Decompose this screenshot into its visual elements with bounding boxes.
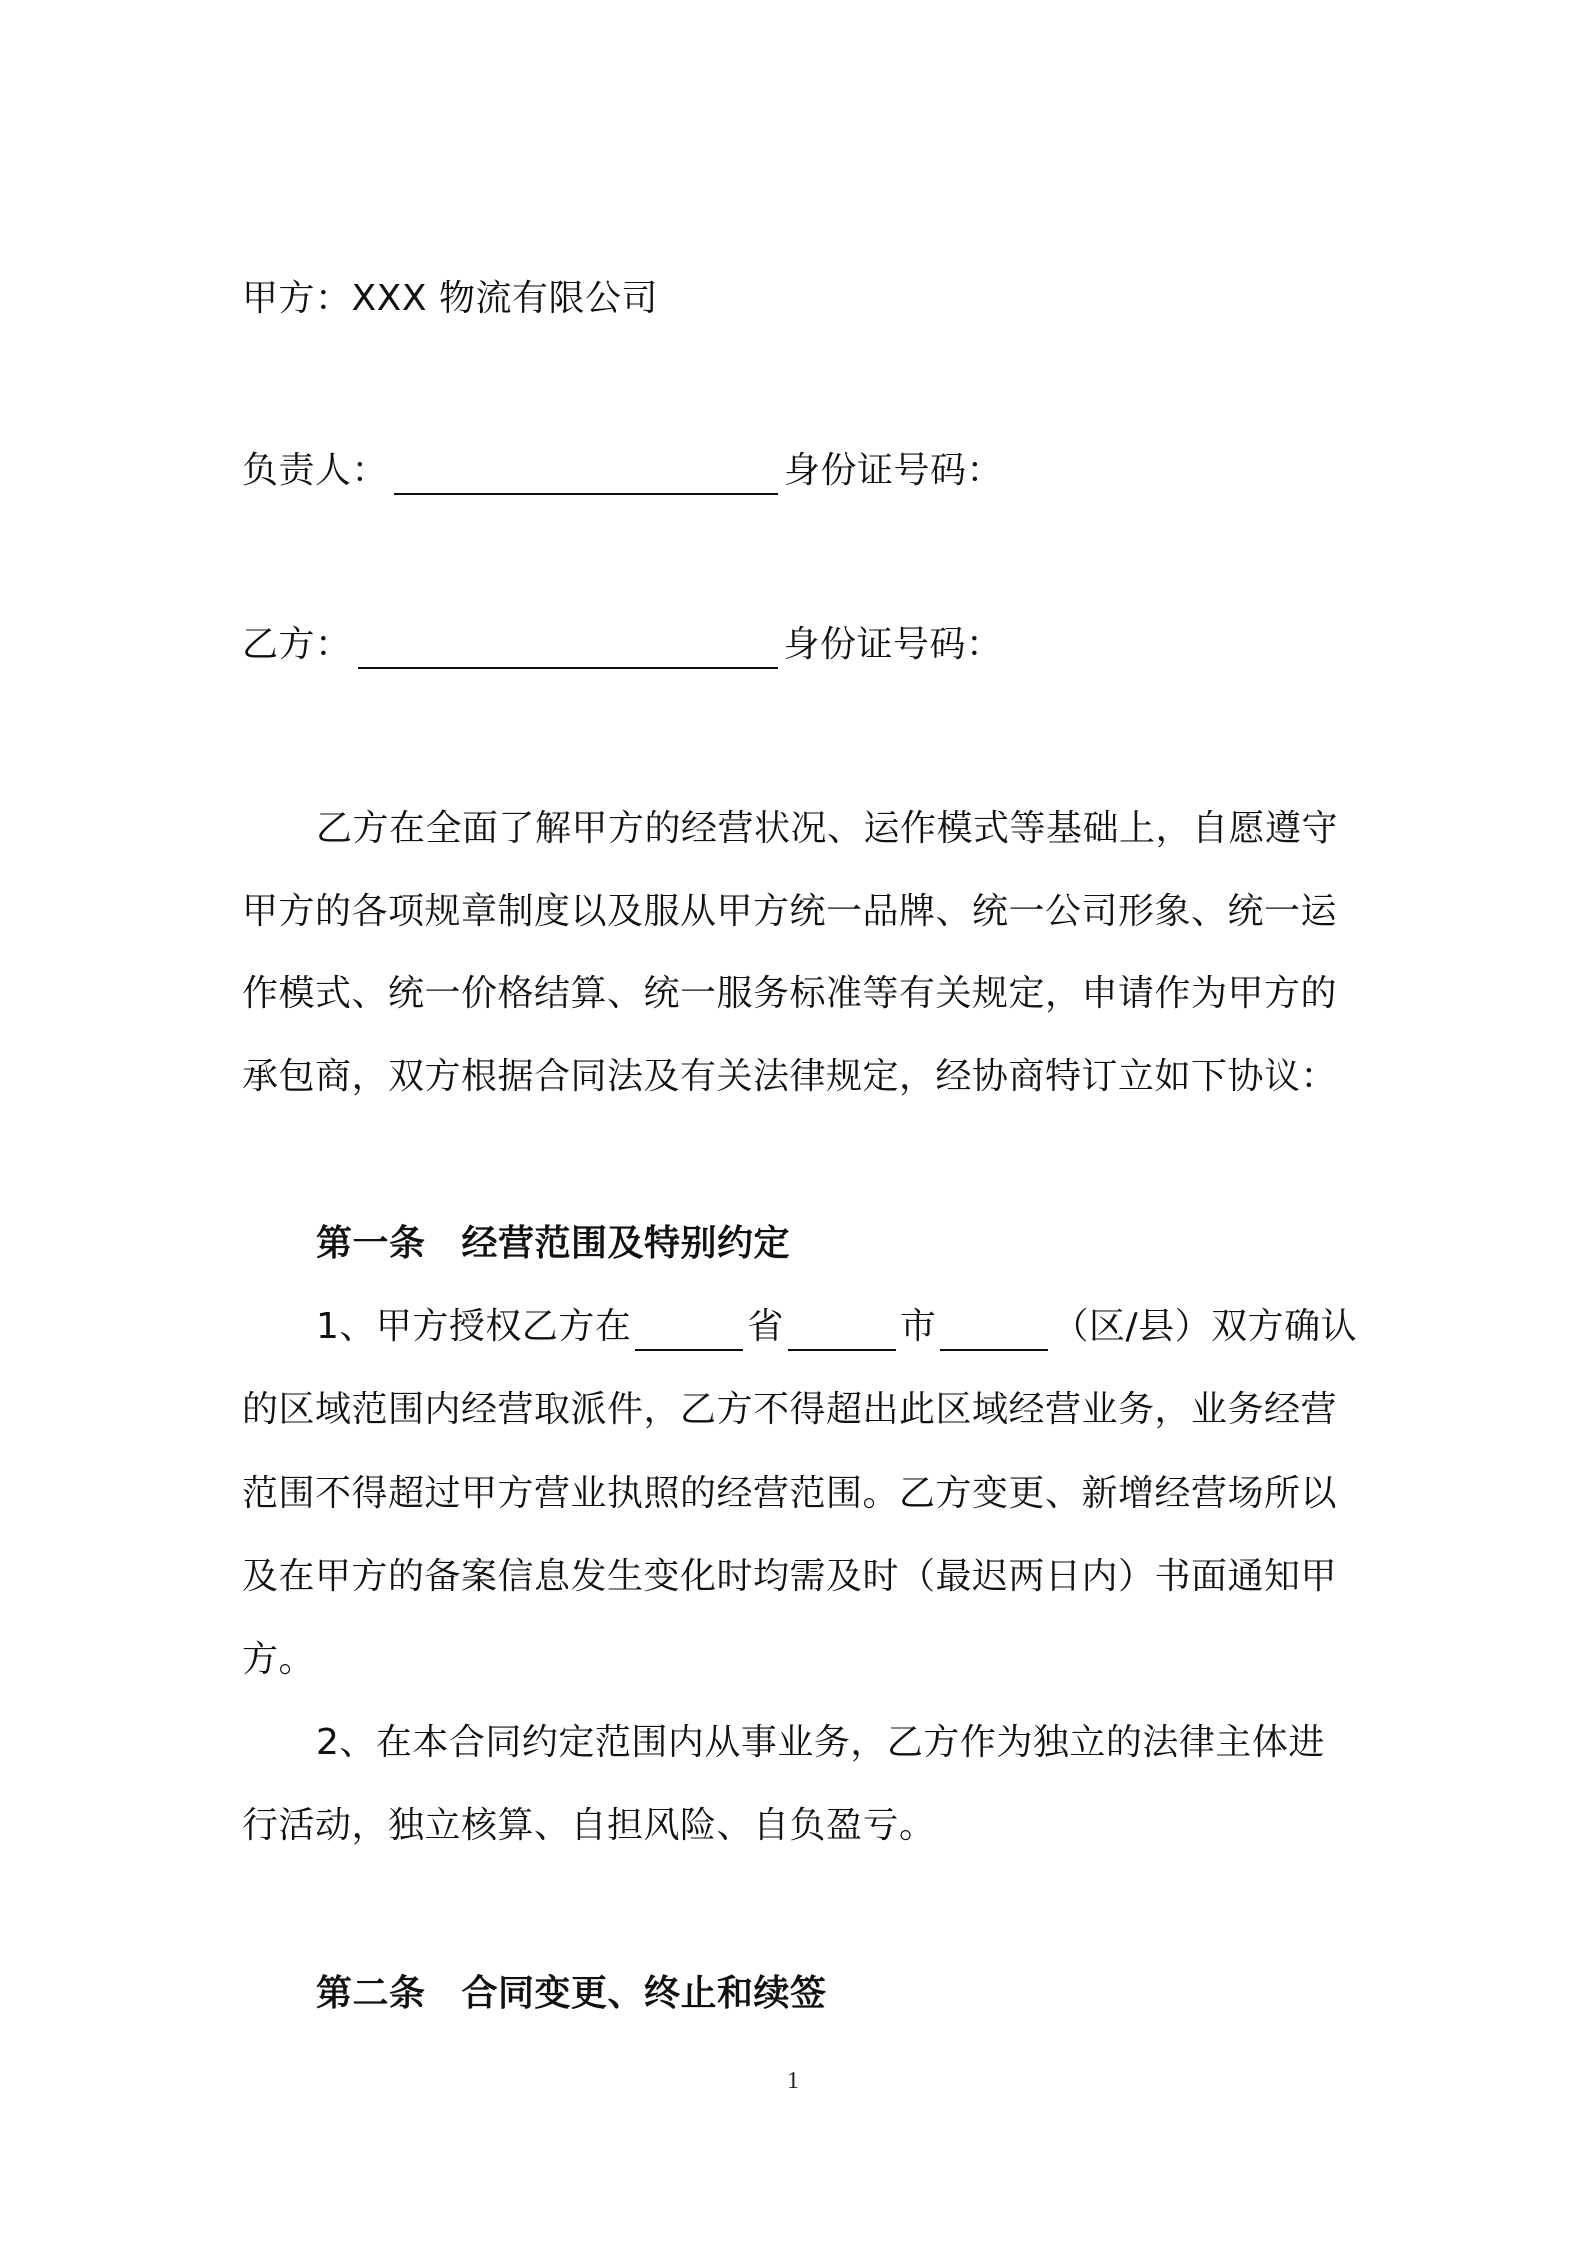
party-b-label: 乙方： xyxy=(242,624,352,665)
clause-1-line: 及在甲方的备案信息发生变化时均需及时（最迟两日内）书面通知甲 xyxy=(242,1556,1338,1597)
clause-1-line: 方。 xyxy=(242,1639,316,1680)
party-b-id-label: 身份证号码： xyxy=(783,624,1003,665)
article-2-number: 第二条 xyxy=(316,1973,426,2014)
article-1-title: 经营范围及特别约定 xyxy=(461,1223,791,1264)
party-b-line xyxy=(242,621,1003,669)
article-1-heading xyxy=(316,1220,790,1268)
clause-2-line: 行活动，独立核算、自担风险、自负盈亏。 xyxy=(242,1805,936,1846)
responsible-label: 负责人： xyxy=(242,450,389,491)
intro-line: 作模式、统一价格结算、统一服务标准等有关规定，申请作为甲方的 xyxy=(242,973,1338,1014)
district-blank[interactable] xyxy=(940,1309,1048,1351)
intro-line: 乙方在全面了解甲方的经营状况、运作模式等基础上，自愿遵守 xyxy=(316,808,1339,849)
city-label: 市 xyxy=(899,1306,937,1347)
party-a-name: XXX 物流有限公司 xyxy=(351,278,658,319)
clause-2-line: 2、在本合同约定范围内从事业务，乙方作为独立的法律主体进 xyxy=(316,1722,1325,1763)
clause-1-prefix: 1、甲方授权乙方在 xyxy=(316,1306,632,1347)
party-b-name-blank[interactable] xyxy=(358,627,778,669)
intro-line: 承包商，双方根据合同法及有关法律规定，经协商特订立如下协议： xyxy=(242,1056,1338,1097)
party-a-line xyxy=(242,275,658,323)
article-2-title: 合同变更、终止和续签 xyxy=(461,1973,827,2014)
intro-line: 甲方的各项规章制度以及服从甲方统一品牌、统一公司形象、统一运 xyxy=(242,891,1338,932)
province-label: 省 xyxy=(747,1306,784,1347)
responsible-name-blank[interactable] xyxy=(394,453,778,495)
page-number: 1 xyxy=(787,2068,799,2094)
city-blank[interactable] xyxy=(788,1309,896,1351)
party-a-label: 甲方： xyxy=(242,278,352,319)
district-suffix: （区/县）双方确认 xyxy=(1052,1306,1358,1347)
clause-1-first-line xyxy=(316,1303,1357,1351)
clause-1-line: 的区域范围内经营取派件，乙方不得超出此区域经营业务，业务经营 xyxy=(242,1389,1338,1430)
province-blank[interactable] xyxy=(635,1309,743,1351)
responsible-id-label: 身份证号码： xyxy=(784,450,1004,491)
clause-1-line: 范围不得超过甲方营业执照的经营范围。乙方变更、新增经营场所以 xyxy=(242,1473,1338,1514)
responsible-line xyxy=(242,447,1003,495)
article-2-heading xyxy=(316,1970,827,2018)
article-1-number: 第一条 xyxy=(316,1223,426,1264)
